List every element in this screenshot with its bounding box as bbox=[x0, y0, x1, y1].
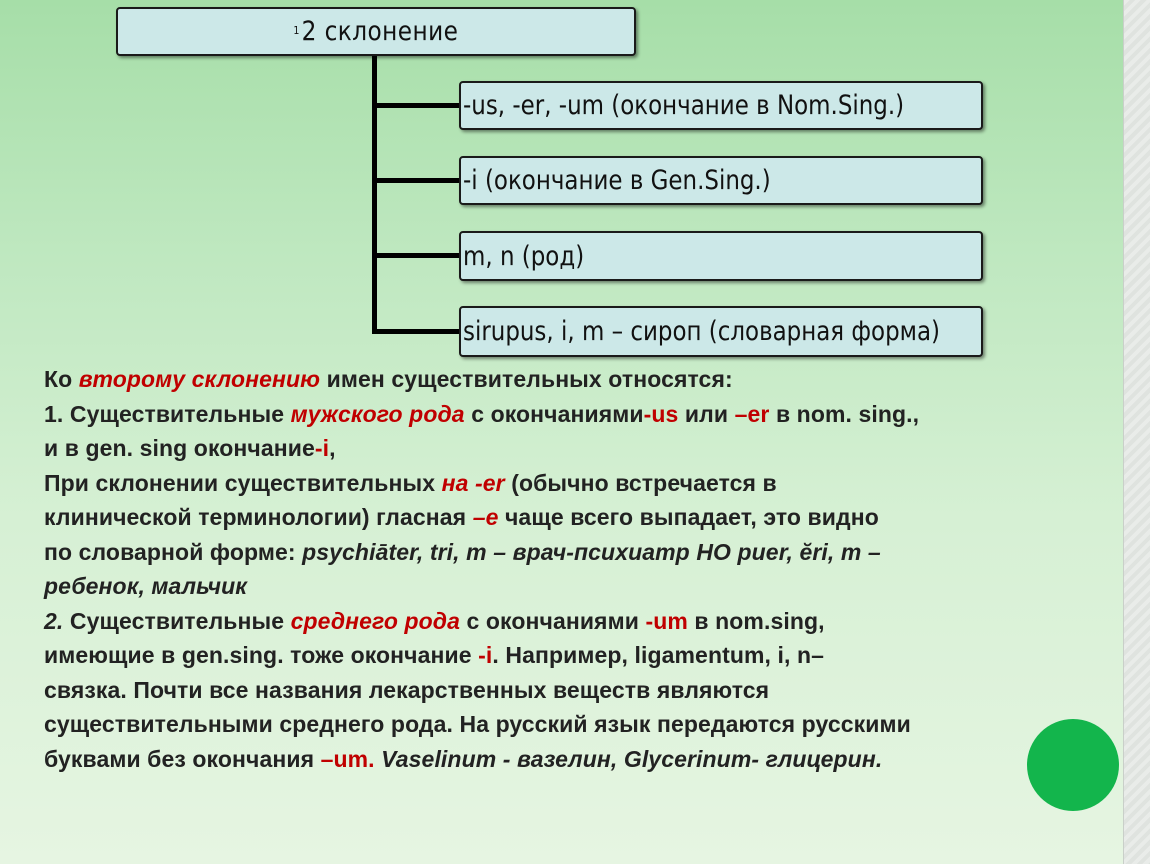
text-span: связка. Почти все названия лекарственных веществ являются bbox=[44, 676, 770, 703]
text-span-red: -um bbox=[645, 607, 688, 634]
tree-connector-branch-4 bbox=[372, 329, 460, 334]
text-span: клинической терминологии) гласная bbox=[44, 504, 473, 530]
text-span: и в gen. sing окончание bbox=[44, 435, 315, 461]
text-span: в nom.sing, bbox=[687, 607, 825, 634]
text-span: в nom. sing., bbox=[769, 400, 920, 427]
tree-connector-branch-1 bbox=[372, 103, 460, 108]
text-line bbox=[44, 604, 1124, 639]
text-span-red: -i bbox=[478, 642, 493, 668]
text-line bbox=[44, 500, 1124, 535]
text-line bbox=[44, 431, 1124, 466]
text-span-italic: psychiāter, tri, m – врач-психиатр НО puer, ĕri, m – bbox=[302, 538, 881, 565]
diagram-title-marker: 1 bbox=[293, 24, 300, 37]
text-span: , bbox=[329, 435, 336, 461]
text-line bbox=[44, 707, 1124, 742]
text-line bbox=[44, 466, 1124, 501]
diagram-title-box bbox=[116, 7, 636, 56]
tree-connector-vertical bbox=[372, 56, 377, 334]
text-span: чаще всего выпадает, это видно bbox=[498, 504, 879, 530]
text-span: Существительные bbox=[63, 607, 291, 634]
diagram-item-box bbox=[459, 156, 983, 205]
text-line bbox=[44, 638, 1124, 673]
text-span: Ко bbox=[44, 366, 79, 392]
text-line bbox=[44, 569, 1124, 604]
text-line bbox=[44, 673, 1124, 708]
text-line bbox=[44, 535, 1124, 570]
tree-connector-branch-2 bbox=[372, 178, 460, 183]
green-circle-decoration bbox=[1027, 719, 1119, 811]
text-line bbox=[44, 397, 1124, 432]
diagram-item-endings: -us, -er, -um (окончание в Nom.Sing.) bbox=[463, 90, 905, 121]
text-span: 1. Существительные bbox=[44, 400, 291, 427]
diagram-item-gender: m, n (род) bbox=[463, 240, 585, 272]
text-span-red-italic: мужского рода bbox=[290, 400, 465, 427]
diagram-item-box bbox=[459, 231, 983, 281]
text-span: или bbox=[678, 400, 735, 427]
text-span: существительными среднего рода. На русский язык передаются русскими bbox=[44, 711, 911, 737]
diagram-item-box bbox=[459, 306, 983, 357]
diagram-title: 2 склонение bbox=[301, 16, 459, 47]
text-span: . Например, ligamentum, i, n– bbox=[492, 642, 825, 668]
text-span: При склонении существительных bbox=[44, 469, 442, 496]
tree-connector-branch-3 bbox=[372, 253, 460, 258]
text-line bbox=[44, 362, 1124, 397]
body-text bbox=[44, 362, 1124, 776]
text-span: имеющие в gen.sing. тоже окончание bbox=[44, 642, 479, 668]
text-span: (обычно встречается в bbox=[504, 469, 777, 496]
text-span: с окончаниями bbox=[460, 607, 646, 634]
text-span: буквами без окончания bbox=[44, 745, 321, 772]
text-span-italic: Vaselinum - вазелин, Glycerinum- глицерин. bbox=[374, 745, 883, 772]
text-span-red: -us bbox=[643, 400, 679, 427]
text-span-red: –um. bbox=[320, 745, 375, 772]
text-span-red-italic: второму склонению bbox=[78, 366, 321, 392]
right-decorative-stripe bbox=[1123, 0, 1150, 864]
text-span-red-italic: –e bbox=[472, 504, 499, 530]
text-span-red: –er bbox=[734, 400, 770, 427]
text-span: с окончаниями bbox=[464, 400, 644, 427]
diagram-item-dictionary-form: sirupus, i, m – сироп (словарная форма) bbox=[463, 316, 940, 347]
text-span-italic: 2. bbox=[44, 607, 64, 634]
text-span-red-italic: среднего рода bbox=[290, 607, 461, 634]
text-span-italic: ребенок, мальчик bbox=[44, 573, 247, 599]
text-span: имен существительных относятся: bbox=[320, 366, 733, 392]
text-span-red: -i bbox=[314, 435, 330, 461]
diagram-item-box bbox=[459, 81, 983, 130]
text-line bbox=[44, 742, 1124, 777]
text-span: по словарной форме: bbox=[44, 538, 303, 565]
diagram-item-genitive: -i (окончание в Gen.Sing.) bbox=[463, 165, 771, 196]
text-span-red-italic: на -er bbox=[441, 469, 505, 496]
